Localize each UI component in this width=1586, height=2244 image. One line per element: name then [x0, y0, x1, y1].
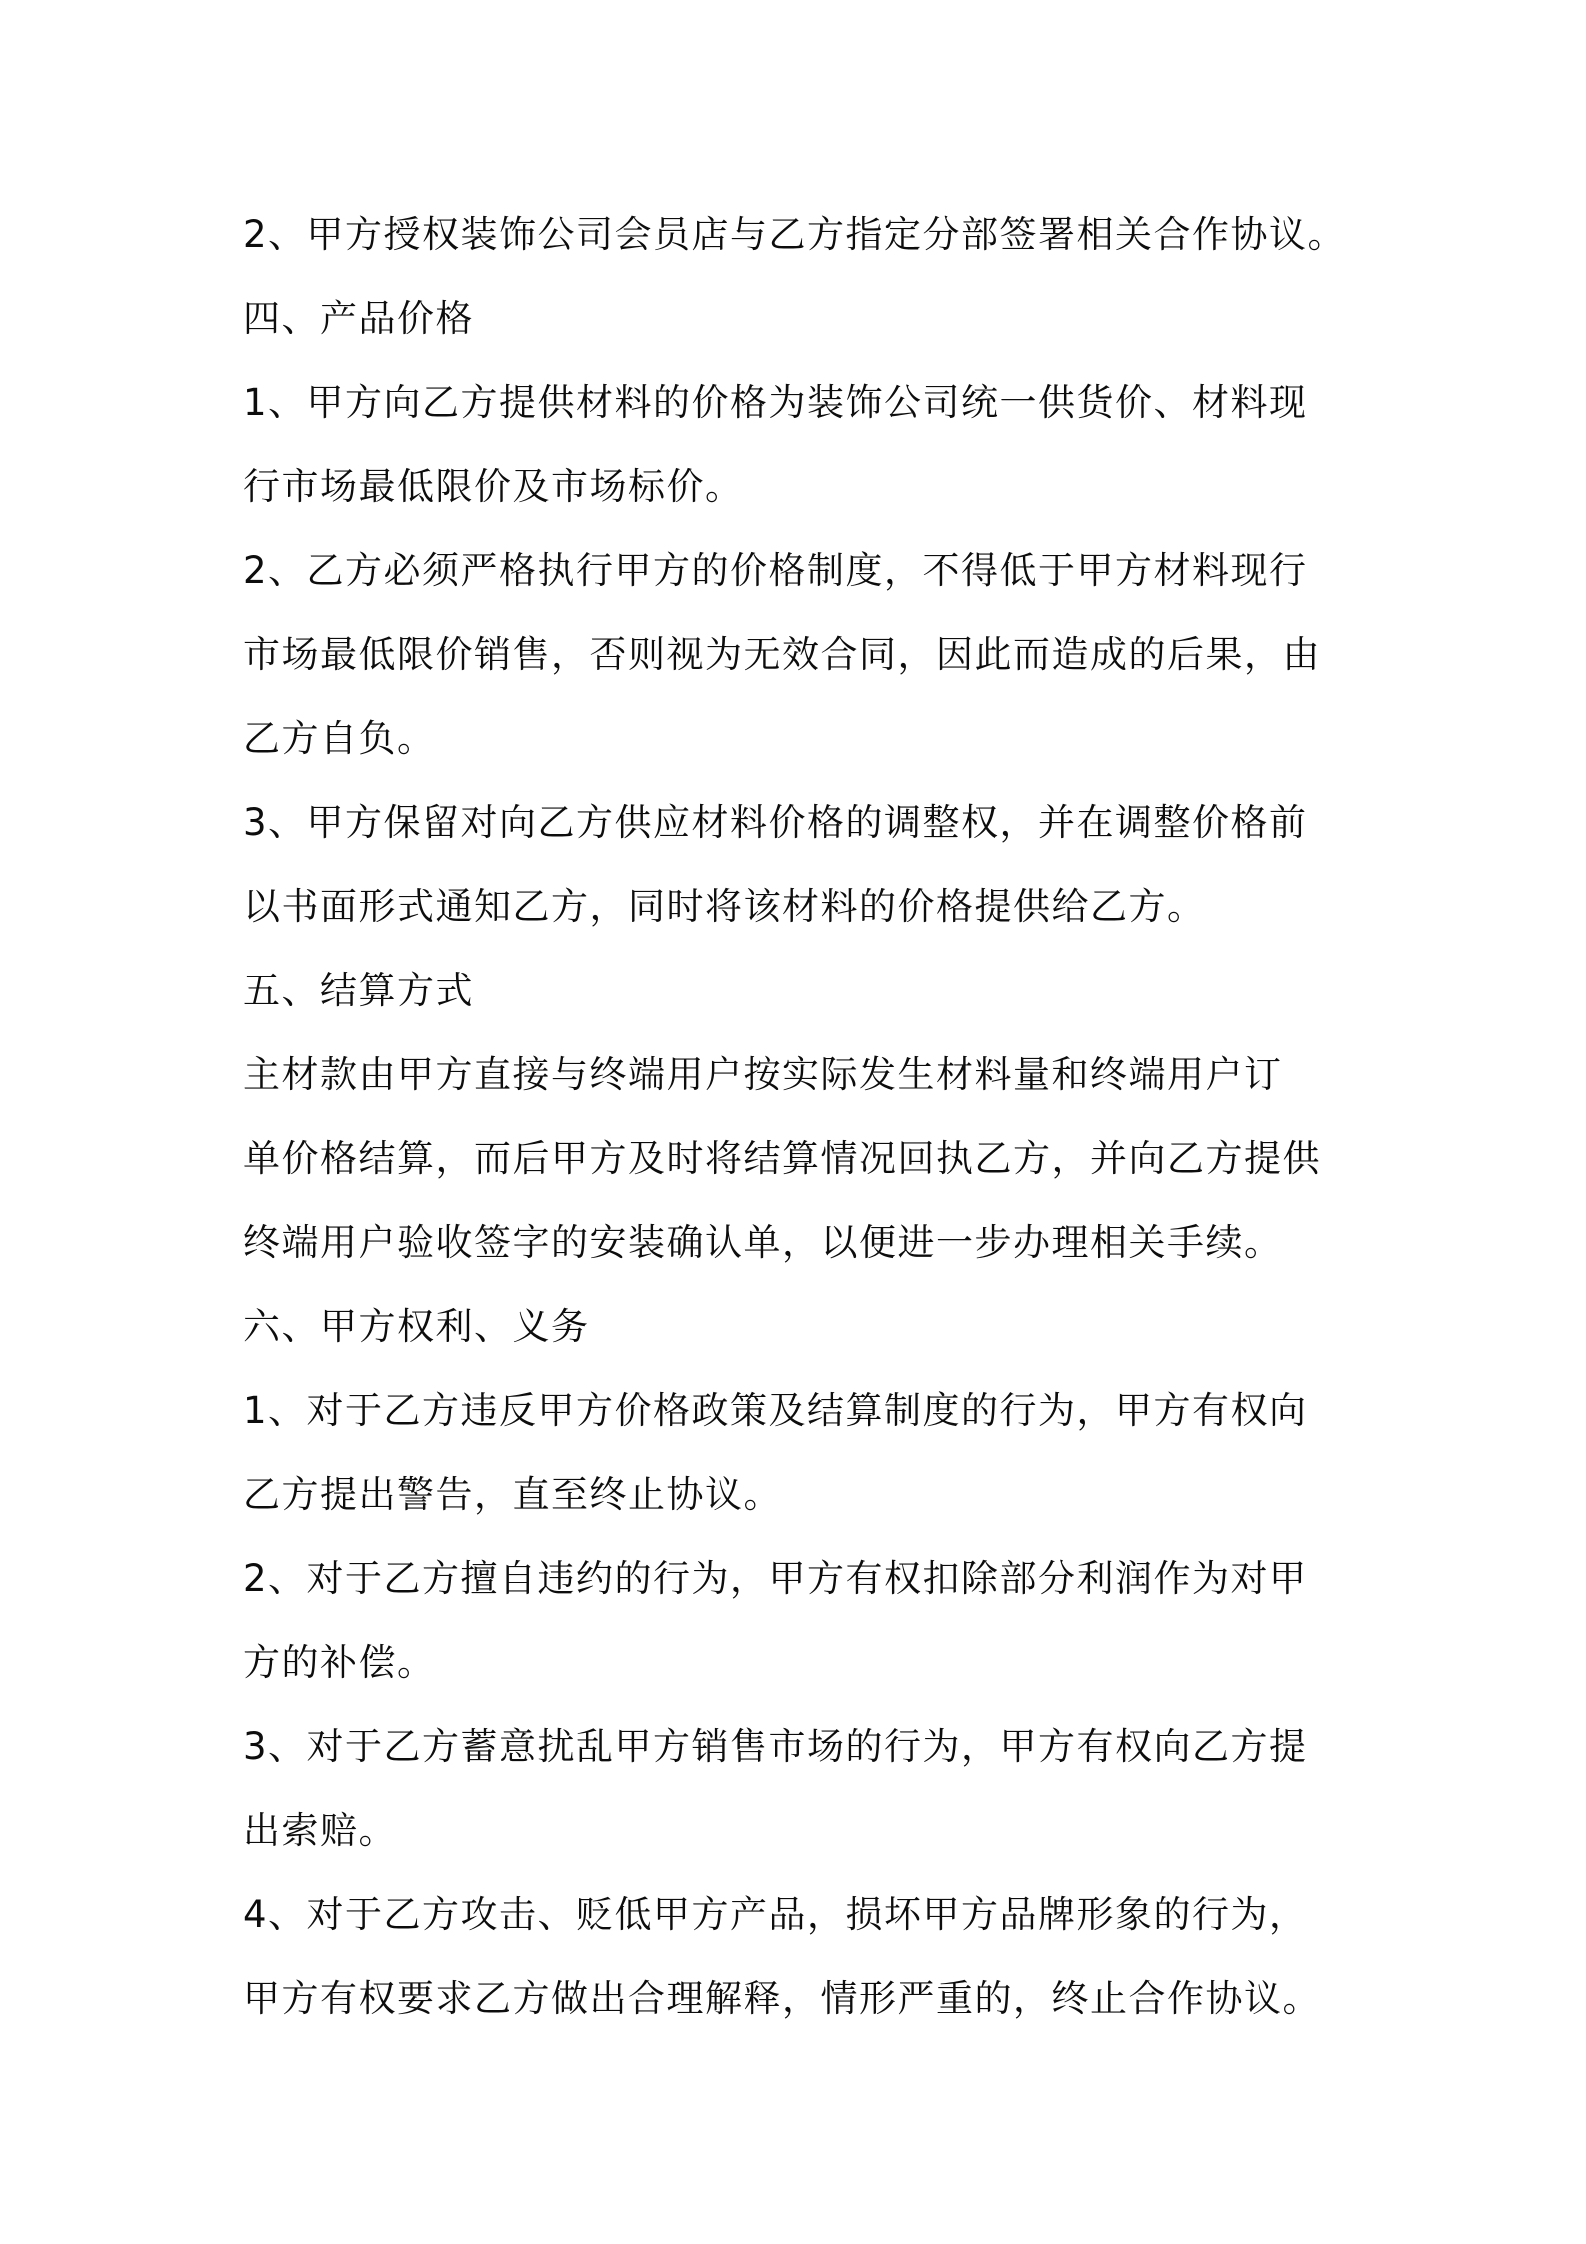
- clause-line: 市场最低限价销售，否则视为无效合同，因此而造成的后果，由: [243, 633, 1321, 676]
- clause-line: 1、对于乙方违反甲方价格政策及结算制度的行为，甲方有权向: [243, 1389, 1308, 1432]
- clause-line: 出索赔。: [243, 1809, 397, 1852]
- clause-line: 终端用户验收签字的安装确认单，以便进一步办理相关手续。: [243, 1221, 1283, 1264]
- clause-line: 3、甲方保留对向乙方供应材料价格的调整权，并在调整价格前: [243, 801, 1308, 844]
- clause-line: 2、乙方必须严格执行甲方的价格制度，不得低于甲方材料现行: [243, 549, 1308, 592]
- clause-line: 行市场最低限价及市场标价。: [243, 465, 744, 508]
- clause-line: 乙方提出警告，直至终止协议。: [243, 1473, 782, 1516]
- clause-line: 甲方有权要求乙方做出合理解释，情形严重的，终止合作协议。: [243, 1977, 1321, 2020]
- clause-line: 2、甲方授权装饰公司会员店与乙方指定分部签署相关合作协议。: [243, 213, 1347, 256]
- section-heading: 四、产品价格: [243, 297, 474, 340]
- clause-line: 单价格结算，而后甲方及时将结算情况回执乙方，并向乙方提供: [243, 1137, 1321, 1180]
- clause-line: 乙方自负。: [243, 717, 436, 760]
- section-heading: 六、甲方权利、义务: [243, 1305, 590, 1348]
- clause-line: 2、对于乙方擅自违约的行为，甲方有权扣除部分利润作为对甲: [243, 1557, 1308, 1600]
- document-body: [243, 193, 1373, 2041]
- clause-line: 方的补偿。: [243, 1641, 436, 1684]
- clause-line: 主材款由甲方直接与终端用户按实际发生材料量和终端用户订: [243, 1053, 1283, 1096]
- clause-line: 以书面形式通知乙方，同时将该材料的价格提供给乙方。: [243, 885, 1206, 928]
- section-heading: 五、结算方式: [243, 969, 474, 1012]
- clause-line: 3、对于乙方蓄意扰乱甲方销售市场的行为，甲方有权向乙方提: [243, 1725, 1308, 1768]
- clause-line: 4、对于乙方攻击、贬低甲方产品，损坏甲方品牌形象的行为，: [243, 1893, 1308, 1936]
- clause-line: 1、甲方向乙方提供材料的价格为装饰公司统一供货价、材料现: [243, 381, 1308, 424]
